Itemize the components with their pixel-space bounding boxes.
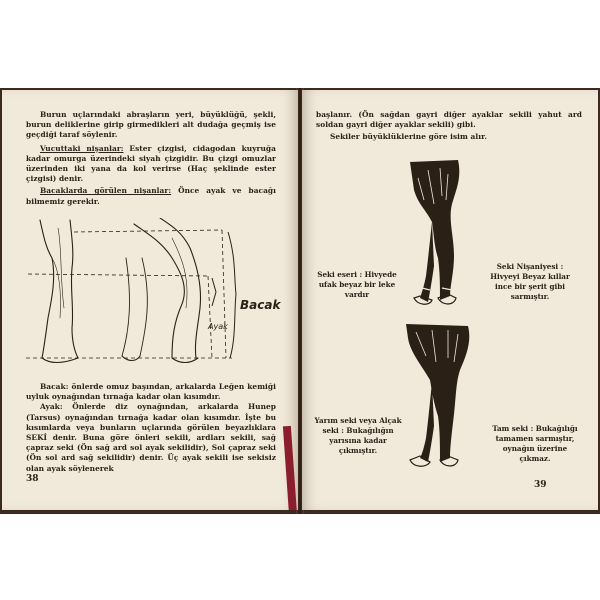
right-page [302, 90, 598, 510]
caption-seki-eseri: Seki eseri : Hivyede ufak beyaz bir leke vardır [317, 270, 397, 299]
open-book [0, 88, 600, 514]
leg-drawing-bottom [402, 322, 478, 470]
caption-seki-nisaniyesi: Seki Nişaniyesi : Hivyeyi Beyaz kıllar ince bir şerit gibi sarmıştır. [490, 262, 570, 301]
page-number-right: 39 [534, 480, 547, 490]
bookmark-ribbon [283, 426, 297, 510]
left-text-top [26, 110, 276, 207]
left-text-bottom [26, 382, 276, 474]
heading-bacak: Bacaklarda görülen nişanlar: [40, 186, 172, 196]
caption-tam-seki: Tam seki : Bukağılığı tamamen sarmıştır, oynağın üzerine çıkmaz. [492, 424, 578, 463]
leg-sketch-figure [22, 218, 292, 368]
text-bacak: Önce ayak ve bacağı bilmemiz gerekir. [26, 186, 276, 206]
label-ayak: Ayak [208, 322, 228, 331]
caption-yarim-seki: Yarım seki veya Alçak seki : Bukağılığın yarısına kadar çıkmıştır. [314, 416, 402, 455]
text-vucut: Ester çizgisi, cidagodan kuyruğa kadar omurga üzerindeki siyah çizgidir. Bu çizgi omuzlar üzerinden iki yana da kol verirse (Haç şeklinde ester çizgisi) denir. [26, 143, 276, 184]
paragraph-continuation: başlanır. (Ön sağdan gayri diğer ayaklar sekili yahut ard soldan gayri diğer ayaklar sekili) gibi. [316, 110, 582, 130]
left-page [2, 90, 298, 510]
right-text-top [316, 110, 582, 143]
label-bacak: Bacak [240, 298, 281, 312]
page-number-left: 38 [26, 474, 39, 484]
paragraph-ayak-definition: Ayak: Önlerde diz oynağından, arkalarda Hunep (Tarsus) oynağından tırnağa kadar olan kısımdır. İşte bu kısımlarda veya bunların uçlarında görülen beyazlıklara SEKİ denir. Buna göre önleri sekili, ardları sekili, sağ çapraz seki (Ön sağ ard sol ayak sekilidir), Sol çapraz seki (Ön sol ard sağ sekilidir) denir. Üç ayak sekili ise sekisiz olan ayak söylenerek [26, 402, 276, 473]
paragraph-burun: Burun uçlarındaki abraşların yeri, büyüklüğü, şekli, burun deliklerine girip girmedikleri alt dudağa geçmiş ise geçdiği taraf söylenir. [26, 110, 276, 140]
subheading-sizes: Sekiler büyüklüklerine göre isim alır. [330, 132, 487, 142]
leg-drawing-top [404, 160, 474, 308]
paragraph-vucut [26, 144, 276, 185]
paragraph-bacak [26, 186, 276, 206]
paragraph-bacak-definition: Bacak: önlerde omuz başından, arkalarda Leğen kemiği uyluk oynağından tırnağa kadar olan kısımdır. [26, 382, 276, 402]
heading-vucut: Vucuttaki nişanlar: [40, 143, 124, 153]
